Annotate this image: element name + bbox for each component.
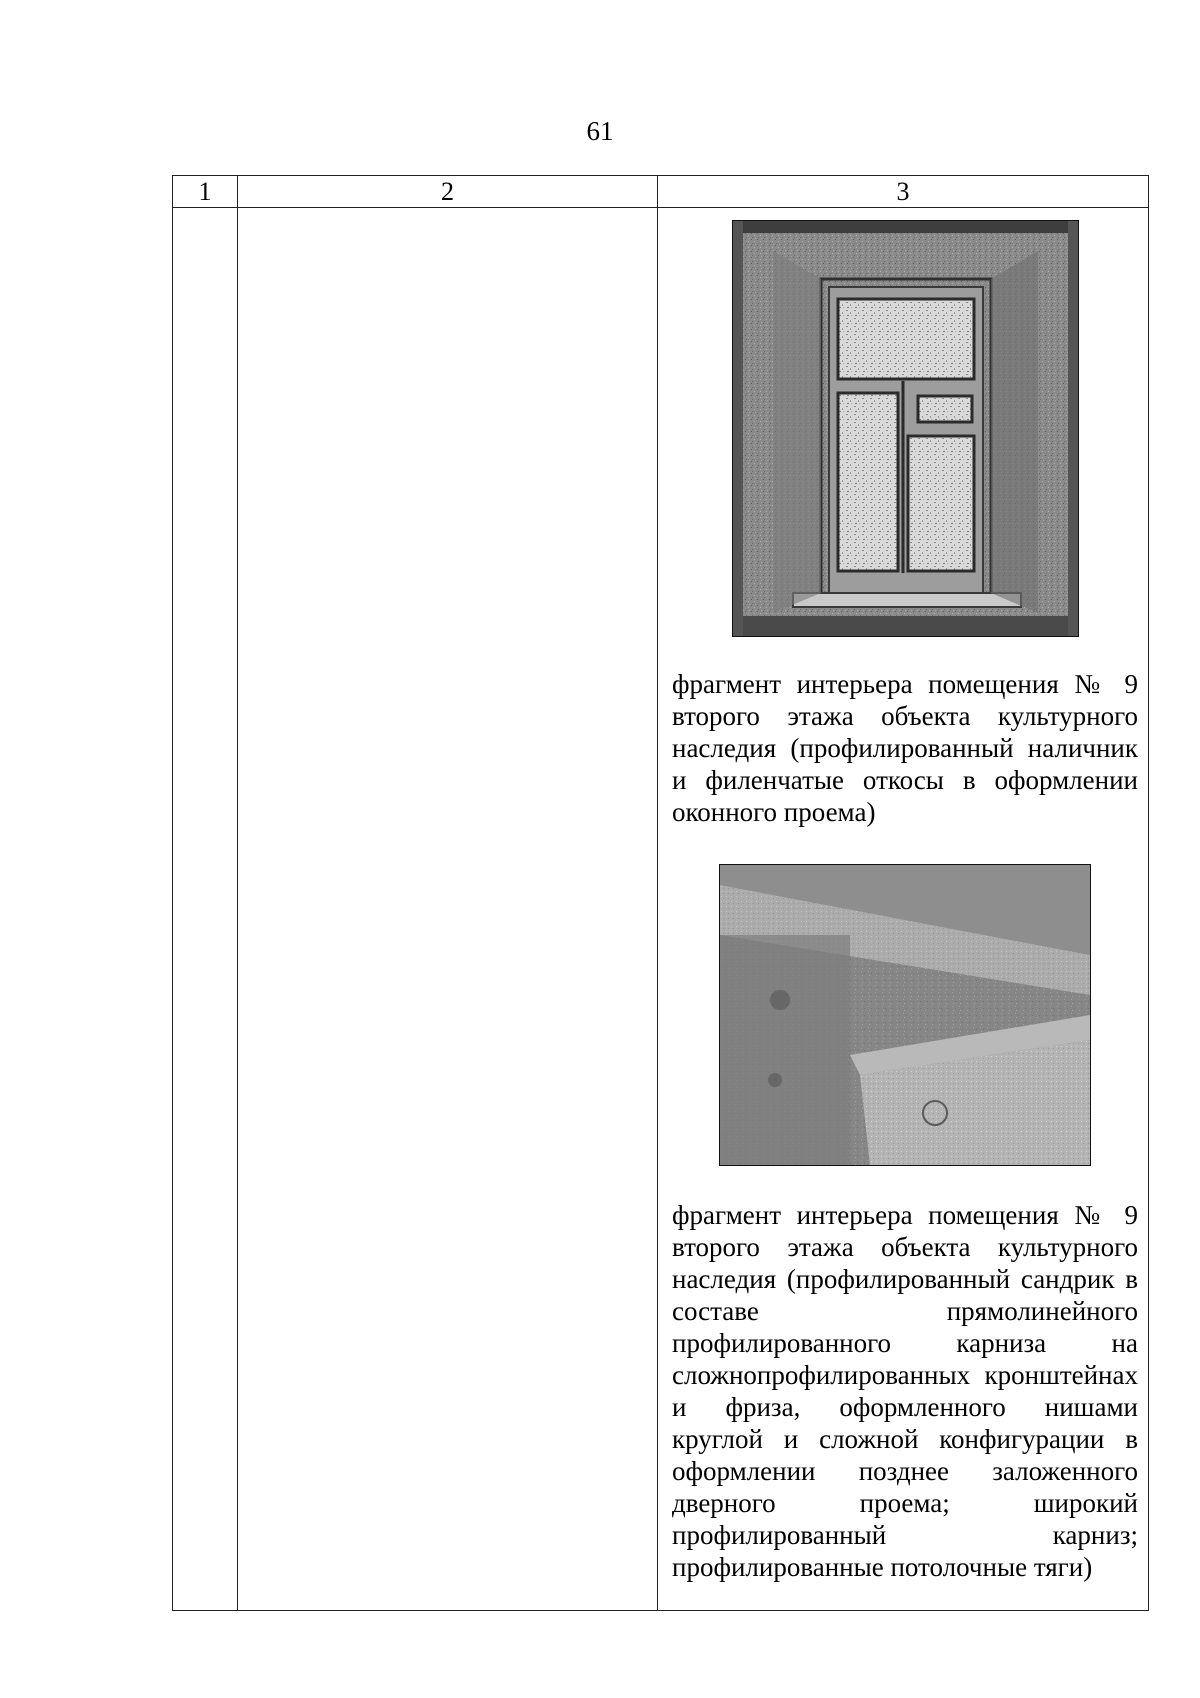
cornice-photo-caption: фрагмент интерьера помещения № 9 второго этажа объекта культурного наследия (профилированный сандрик в составе прямолинейного профилированного карниза на сложнопрофилированных кронштейнах и фриза, оформленного нишами круглой и сложной конфигурации в оформлении позднее заложенного дверного проема; широкий профилированный карниз; профилированные потолочные тяги) (672, 1200, 1138, 1582)
row-cell-3 (658, 208, 1149, 1611)
cornice-photo (719, 864, 1091, 1166)
row-cell-2 (238, 208, 658, 1611)
table-header-row (173, 176, 1149, 208)
window-photo-caption: фрагмент интерьера помещения № 9 второго этажа объекта культурного наследия (профилированный наличник и филенчатые откосы в оформлении оконного проема) (672, 669, 1138, 827)
table-row (173, 208, 1149, 1611)
header-cell-3: 3 (658, 176, 1149, 208)
page-number: 61 (586, 116, 614, 146)
window-photo (732, 220, 1079, 637)
document-table (172, 175, 1149, 1611)
header-cell-1: 1 (173, 176, 238, 208)
row-cell-1 (173, 208, 238, 1611)
header-cell-2: 2 (238, 176, 658, 208)
